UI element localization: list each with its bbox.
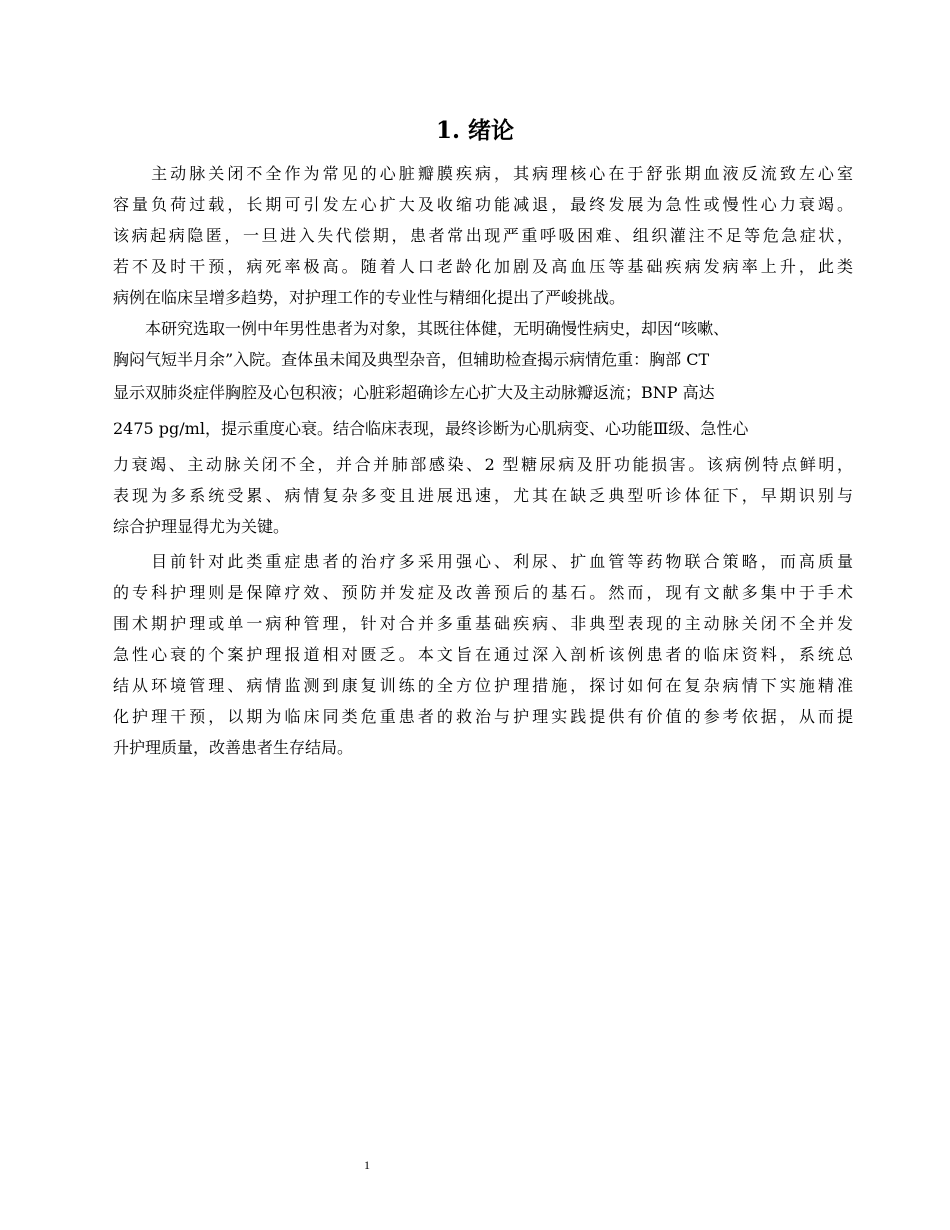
paragraph-2-line-3: 显示双肺炎症伴胸腔及心包积液；心脏彩超确诊左心扩大及主动脉瓣返流；BNP 高达 [113, 383, 715, 402]
paragraph-2-line-2: 胸闷气短半月余”入院。查体虽未闻及典型杂音，但辅助检查揭示病情危重：胸部 CT [113, 350, 710, 369]
paragraph-3-line-4: 急性心衰的个案护理报道相对匮乏。本文旨在通过深入剖析该例患者的临床资料，系统总 [113, 645, 853, 664]
paragraph-1-line-2: 容量负荷过载，长期可引发左心扩大及收缩功能减退，最终发展为急性或慢性心力衰竭。 [113, 195, 853, 214]
paragraph-3-line-1: 目前针对此类重症患者的治疗多采用强心、利尿、扩血管等药物联合策略，而高质量 [113, 552, 853, 571]
paragraph-2-line-1: 本研究选取一例中年男性患者为对象，其既往体健，无明确慢性病史，却因“咳嗽、 [113, 319, 730, 338]
paragraph-1-line-1: 主动脉关闭不全作为常见的心脏瓣膜疾病，其病理核心在于舒张期血液反流致左心室 [113, 164, 853, 183]
paragraph-2-line-4: 2475 pg/ml，提示重度心衰。结合临床表现，最终诊断为心肌病变、心功能Ⅲ级、急性心 [113, 419, 749, 438]
paragraph-3-line-2: 的专科护理则是保障疗效、预防并发症及改善预后的基石。然而，现有文献多集中于手术 [113, 583, 853, 602]
paragraph-2-line-5: 力衰竭、主动脉关闭不全，并合并肺部感染、2 型糖尿病及肝功能损害。该病例特点鲜明， [113, 455, 853, 474]
paragraph-2-line-7: 综合护理显得尤为关键。 [113, 517, 290, 536]
page-number: 1 [364, 1158, 370, 1172]
paragraph-3-line-3: 围术期护理或单一病种管理，针对合并多重基础疾病、非典型表现的主动脉关闭不全并发 [113, 614, 853, 633]
paragraph-3-line-7: 升护理质量，改善患者生存结局。 [113, 738, 354, 757]
paragraph-1-line-3: 该病起病隐匿，一旦进入失代偿期，患者常出现严重呼吸困难、组织灌注不足等危急症状， [113, 226, 853, 245]
section-title: 1. 绪论 [435, 117, 515, 144]
paragraph-2-line-6: 表现为多系统受累、病情复杂多变且进展迅速，尤其在缺乏典型听诊体征下，早期识别与 [113, 486, 853, 505]
paragraph-1-line-4: 若不及时干预，病死率极高。随着人口老龄化加剧及高血压等基础疾病发病率上升，此类 [113, 257, 853, 276]
paragraph-1-line-5: 病例在临床呈增多趋势，对护理工作的专业性与精细化提出了严峻挑战。 [113, 288, 626, 307]
paragraph-3-line-5: 结从环境管理、病情监测到康复训练的全方位护理措施，探讨如何在复杂病情下实施精准 [113, 676, 853, 695]
paragraph-3-line-6: 化护理干预，以期为临床同类危重患者的救治与护理实践提供有价值的参考依据，从而提 [113, 707, 853, 726]
